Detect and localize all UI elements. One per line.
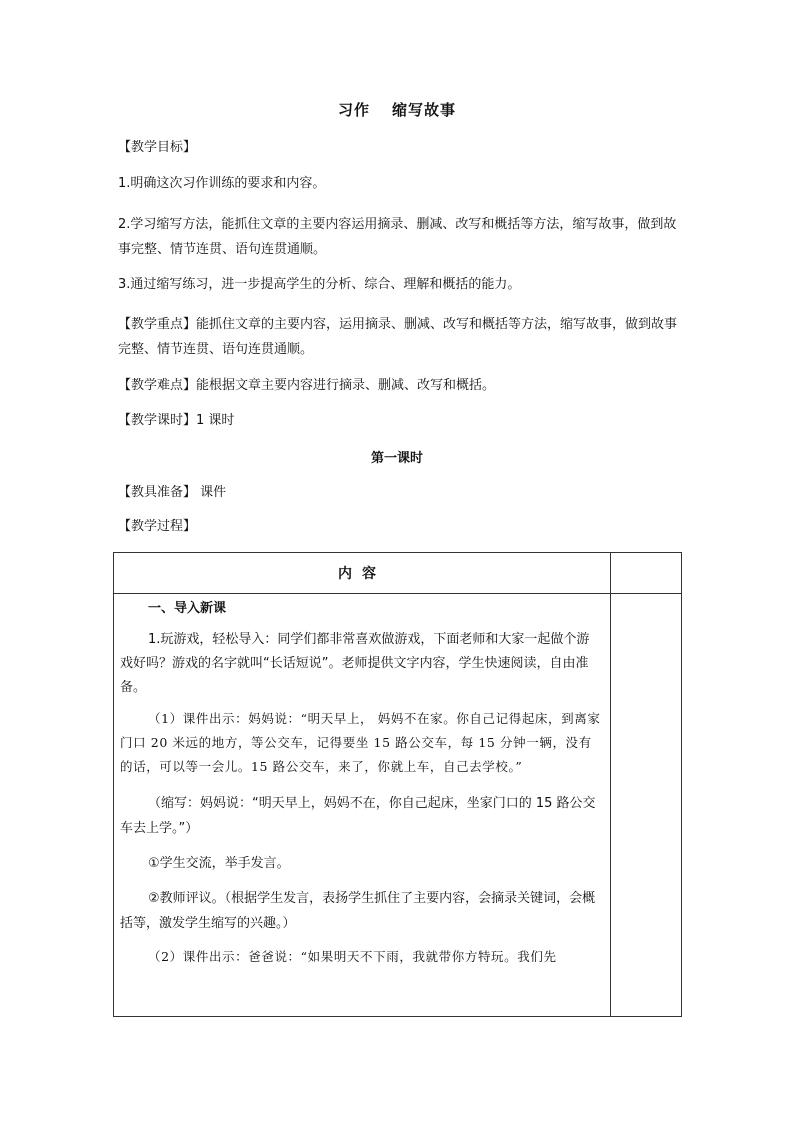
objective-3: 3.通过缩写练习，进一步提高学生的分析、综合、理解和概括的能力。 — [118, 277, 521, 292]
table-header-row — [114, 553, 682, 594]
list-item: （1）课件出示：妈妈说：“明天早上， 妈妈不在家。你自己记得起床，到离家门口 20 米远的地方，等公交车，记得要坐 15 路公交车，每 15 分钟一辆，没有的话，可以等一会儿。15 路公交车，来了，你就上车，自己去学校。” — [120, 711, 601, 774]
title-part-2: 缩写故事 — [392, 101, 457, 119]
process-heading: 【教学过程】 — [118, 519, 197, 534]
key-points — [118, 312, 688, 362]
hours-text: 1 课时 — [196, 413, 235, 428]
list-item: ②教师评议。（根据学生发言，表扬学生抓住了主要内容，会摘录关键词，会概括等，激发学生缩写的兴趣。） — [120, 891, 596, 931]
process-table — [113, 552, 682, 1017]
list-item: ①学生交流，举手发言。 — [148, 856, 290, 871]
content-cell — [114, 594, 611, 1017]
document-title — [0, 99, 794, 120]
lesson-title: 第一课时 — [370, 451, 423, 466]
title-part-1: 习作 — [337, 101, 370, 119]
list-item: （2）课件出示：爸爸说：“如果明天不下雨，我就带你方特玩。我们先 — [148, 949, 557, 964]
class-hours — [118, 410, 688, 432]
objectives-heading: 【教学目标】 — [118, 140, 197, 155]
difficulty — [118, 375, 688, 397]
key-points-text: 能抓住文章的主要内容，运用摘录、删减、改写和概括等方法，缩写故事，做到故事完整、情节连贯、语句连贯通顺。 — [118, 317, 678, 357]
table-row — [114, 594, 682, 1017]
list-item: 1.玩游戏，轻松导入：同学们都非常喜欢做游戏，下面老师和大家一起做个游戏好吗？游戏的名字就叫“长话短说”。老师提供文字内容，学生快速阅读，自由准备。 — [120, 632, 590, 695]
materials — [118, 482, 688, 504]
objective-2: 2.学习缩写方法，能抓住文章的主要内容运用摘录、删减、改写和概括等方法，缩写故事，做到故事完整、情节连贯、语句连贯通顺。 — [118, 217, 677, 257]
list-item: （缩写：妈妈说：“明天早上，妈妈不在，你自己起床，坐家门口的 15 路公交车去上学。”） — [120, 796, 596, 836]
side-cell — [611, 594, 682, 1017]
materials-label: 【教具准备】 — [118, 485, 197, 500]
table-header-empty — [611, 553, 682, 594]
objective-1: 1.明确这次习作训练的要求和内容。 — [118, 176, 326, 191]
section-heading: 一、导入新课 — [148, 601, 227, 616]
difficulty-text: 能根据文章主要内容进行摘录、删减、改写和概括。 — [196, 378, 496, 393]
hours-label: 【教学课时】 — [118, 413, 197, 428]
key-points-label: 【教学重点】 — [118, 317, 197, 332]
difficulty-label: 【教学难点】 — [118, 378, 197, 393]
materials-text: 课件 — [196, 485, 227, 500]
table-header-content: 内容 — [114, 553, 611, 594]
